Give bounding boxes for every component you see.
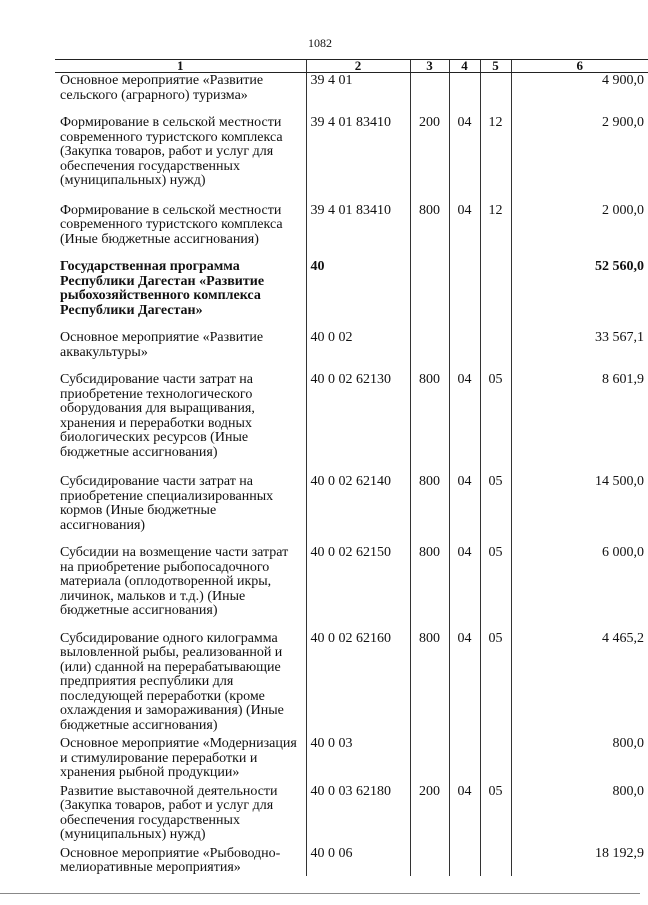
row-col-5 [480,846,511,876]
header-col-3: 3 [410,60,449,73]
table-row [55,784,648,846]
row-col-4: 04 [449,474,480,545]
row-amount: 52 560,0 [511,259,648,330]
table-header-row [55,60,648,73]
row-name: Государственная программа Республики Дагестан «Развитие рыбохозяйственного комплекса Республики Дагестан» [60,259,265,318]
row-col-5 [480,736,511,784]
row-name: Основное мероприятие «Модернизация и стимулирование переработки и хранения рыбной продукции» [60,736,297,780]
row-name: Субсидии на возмещение части затрат на приобретение рыбопосадочного материала (оплодотворенной икры, личинок, мальков и т.д.) (Иные бюджетные ассигнования) [60,545,289,618]
table-row [55,372,648,474]
row-col-4 [449,736,480,784]
row-name: Субсидирование одного килограмма выловленной рыбы, реализованной и (или) сданной на перерабатывающие предприятия республики для последующей переработки (кроме охлаждения и замораживания) (Иные бюджетные ассигнования) [60,630,284,733]
row-code: 40 0 03 62180 [306,784,410,846]
row-col-3: 200 [410,115,449,203]
row-col-3 [410,73,449,116]
budget-table [55,59,648,876]
table-row [55,736,648,784]
row-name: Основное мероприятие «Рыбоводно-мелиоративные мероприятия» [60,845,281,875]
row-col-3 [410,846,449,876]
table-row [55,474,648,545]
row-amount: 8 601,9 [511,372,648,474]
header-col-6: 6 [511,60,648,73]
row-col-3 [410,330,449,372]
row-amount: 2 000,0 [511,203,648,260]
row-col-5: 05 [480,372,511,474]
row-name: Основное мероприятие «Развитие сельского (аграрного) туризма» [60,73,264,103]
row-name: Основное мероприятие «Развитие аквакультуры» [60,330,264,360]
row-amount: 800,0 [511,784,648,846]
row-name: Развитие выставочной деятельности (Закупка товаров, работ и услуг для обеспечения государственных (муниципальных) нужд) [60,783,278,842]
row-code: 40 [306,259,410,330]
row-amount: 6 000,0 [511,545,648,631]
row-amount: 4 900,0 [511,73,648,116]
row-col-3 [410,736,449,784]
table-row [55,545,648,631]
row-code: 40 0 06 [306,846,410,876]
table-row [55,203,648,260]
row-col-5: 05 [480,631,511,737]
table-row [55,631,648,737]
row-col-5 [480,330,511,372]
row-col-3: 800 [410,631,449,737]
row-col-3: 800 [410,545,449,631]
row-col-4: 04 [449,203,480,260]
row-code: 40 0 02 62150 [306,545,410,631]
header-col-5: 5 [480,60,511,73]
header-col-2: 2 [306,60,410,73]
row-col-5: 05 [480,784,511,846]
row-code: 39 4 01 [306,73,410,116]
header-col-4: 4 [449,60,480,73]
row-col-4: 04 [449,115,480,203]
row-col-4: 04 [449,784,480,846]
row-col-3 [410,259,449,330]
row-col-4: 04 [449,631,480,737]
row-amount: 18 192,9 [511,846,648,876]
row-col-5: 05 [480,474,511,545]
row-name: Субсидирование части затрат на приобретение специализированных кормов (Иные бюджетные ассигнования) [60,474,274,533]
row-col-4 [449,259,480,330]
row-amount: 33 567,1 [511,330,648,372]
row-code: 40 0 02 62130 [306,372,410,474]
row-amount: 2 900,0 [511,115,648,203]
row-name: Формирование в сельской местности современного туристского комплекса (Иные бюджетные ассигнования) [60,202,283,247]
row-col-3: 200 [410,784,449,846]
page-number: 1082 [308,36,332,50]
row-amount: 4 465,2 [511,631,648,737]
row-name: Формирование в сельской местности современного туристского комплекса (Закупка товаров, работ и услуг для обеспечения государственных (муниципальных) нужд) [60,115,283,188]
row-col-5: 12 [480,203,511,260]
row-col-5: 12 [480,115,511,203]
row-code: 40 0 02 [306,330,410,372]
row-col-4 [449,73,480,116]
row-col-5 [480,73,511,116]
row-col-4 [449,846,480,876]
row-amount: 800,0 [511,736,648,784]
row-code: 40 0 02 62160 [306,631,410,737]
row-col-5 [480,259,511,330]
page-bottom-rule [0,893,640,894]
table-row [55,115,648,203]
row-col-4: 04 [449,372,480,474]
row-code: 39 4 01 83410 [306,203,410,260]
row-col-4 [449,330,480,372]
row-col-3: 800 [410,203,449,260]
row-amount: 14 500,0 [511,474,648,545]
row-col-3: 800 [410,474,449,545]
table-row [55,73,648,116]
budget-table-container [55,59,648,876]
header-col-1: 1 [55,60,306,73]
table-row [55,846,648,876]
row-code: 40 0 03 [306,736,410,784]
row-code: 39 4 01 83410 [306,115,410,203]
row-col-4: 04 [449,545,480,631]
row-name: Субсидирование части затрат на приобретение технологического оборудования для выращивания, хранения и переработки водных биологических ресурсов (Иные бюджетные ассигнования) [60,372,255,460]
table-row [55,330,648,372]
row-col-5: 05 [480,545,511,631]
row-col-3: 800 [410,372,449,474]
row-code: 40 0 02 62140 [306,474,410,545]
table-row [55,259,648,330]
